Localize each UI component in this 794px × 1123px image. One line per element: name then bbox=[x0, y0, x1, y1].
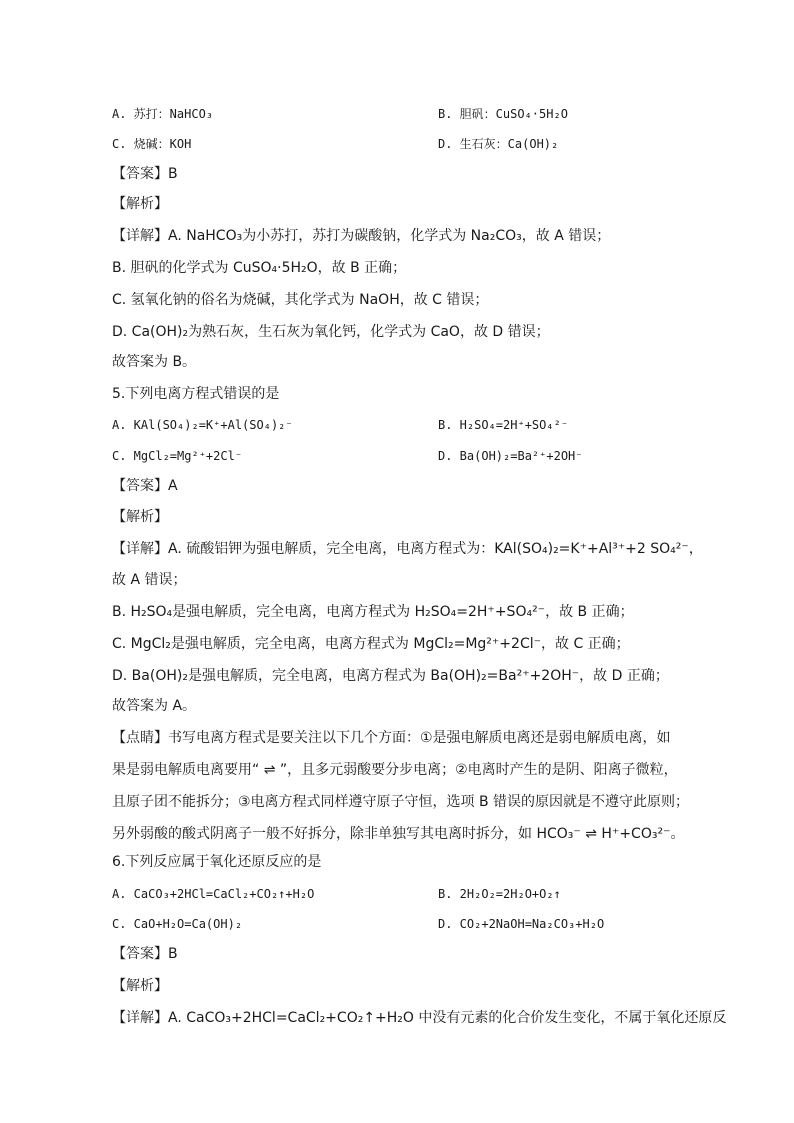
q4-detail-a: 【详解】A. NaHCO₃为小苏打，苏打为碳酸钠，化学式为 Na₂CO₃，故 A 错误； bbox=[112, 228, 611, 244]
q4-answer: 【答案】B bbox=[112, 166, 178, 182]
q5-option-d: D. Ba(OH)₂=Ba²⁺+2OH⁻ bbox=[438, 449, 583, 463]
q6-analysis-heading: 【解析】 bbox=[112, 978, 168, 994]
q6-detail-a: 【详解】A. CaCO₃+2HCl=CaCl₂+CO₂↑+H₂O 中没有元素的化合价发生变化，不属于氧化还原反 bbox=[112, 1010, 727, 1026]
q5-detail-d: D. Ba(OH)₂是强电解质，完全电离，电离方程式为 Ba(OH)₂=Ba²⁺+2OH⁻，故 D 正确； bbox=[112, 668, 669, 684]
q6-option-d: D. CO₂+2NaOH=Na₂CO₃+H₂O bbox=[438, 917, 605, 931]
q5-option-b: B. H₂SO₄=2H⁺+SO₄²⁻ bbox=[438, 418, 569, 432]
q4-detail-c: C. 氢氧化钠的俗名为烧碱，其化学式为 NaOH，故 C 错误； bbox=[112, 292, 489, 308]
q4-analysis-heading: 【解析】 bbox=[112, 196, 168, 212]
q5-tip-line3: 且原子团不能拆分；③电离方程式同样遵守原子守恒，选项 B 错误的原因就是不遵守此原则； bbox=[112, 794, 690, 810]
q5-option-a: A. KAl(SO₄)₂=K⁺+Al(SO₄)₂⁻ bbox=[112, 418, 293, 432]
q4-detail-d: D. Ca(OH)₂为熟石灰，生石灰为氧化钙，化学式为 CaO，故 D 错误； bbox=[112, 324, 550, 340]
q5-answer: 【答案】A bbox=[112, 478, 178, 494]
q4-conclusion: 故答案为 B。 bbox=[112, 354, 197, 370]
q6-option-c: C. CaO+H₂O=Ca(OH)₂ bbox=[112, 917, 243, 931]
q5-analysis-heading: 【解析】 bbox=[112, 509, 168, 525]
q5-detail-a-line2: 故 A 错误； bbox=[112, 572, 187, 588]
q6-option-a: A. CaCO₃+2HCl=CaCl₂+CO₂↑+H₂O bbox=[112, 887, 315, 901]
q5-detail-c: C. MgCl₂是强电解质，完全电离，电离方程式为 MgCl₂=Mg²⁺+2Cl⁻，故 C 正确； bbox=[112, 636, 630, 652]
q4-option-c: C. 烧碱：KOH bbox=[112, 137, 192, 151]
q4-option-d: D. 生石灰：Ca(OH)₂ bbox=[438, 137, 559, 151]
q6-answer: 【答案】B bbox=[112, 946, 178, 962]
q5-tip-line4: 另外弱酸的酸式阴离子一般不好拆分，除非单独写其电离时拆分，如 HCO₃⁻ ⇌ H⁺+CO₃²⁻。 bbox=[112, 826, 685, 842]
q5-option-c: C. MgCl₂=Mg²⁺+2Cl⁻ bbox=[112, 449, 243, 463]
q4-option-b: B. 胆矾：CuSO₄·5H₂O bbox=[438, 107, 568, 121]
q4-detail-b: B. 胆矾的化学式为 CuSO₄·5H₂O，故 B 正确； bbox=[112, 260, 407, 276]
q6-stem: 6.下列反应属于氧化还原反应的是 bbox=[112, 854, 322, 870]
q5-detail-b: B. H₂SO₄是强电解质，完全电离，电离方程式为 H₂SO₄=2H⁺+SO₄²⁻，故 B 正确； bbox=[112, 604, 634, 620]
q6-option-b: B. 2H₂O₂=2H₂O+O₂↑ bbox=[438, 887, 561, 901]
q5-tip-line2: 果是弱电解质电离要用“ ⇌ ”，且多元弱酸要分步电离；②电离时产生的是阴、阳离子微粒， bbox=[112, 762, 678, 778]
q5-detail-a-line1: 【详解】A. 硫酸铝钾为强电解质，完全电离，电离方程式为：KAl(SO₄)₂=K⁺+Al³⁺+2 SO₄²⁻， bbox=[112, 541, 703, 557]
q5-tip-line1: 【点睛】书写电离方程式是要关注以下几个方面：①是强电解质电离还是弱电解质电离，如 bbox=[112, 730, 671, 746]
q4-option-a: A. 苏打：NaHCO₃ bbox=[112, 107, 214, 121]
q5-stem: 5.下列电离方程式错误的是 bbox=[112, 386, 280, 402]
q5-conclusion: 故答案为 A。 bbox=[112, 698, 197, 714]
